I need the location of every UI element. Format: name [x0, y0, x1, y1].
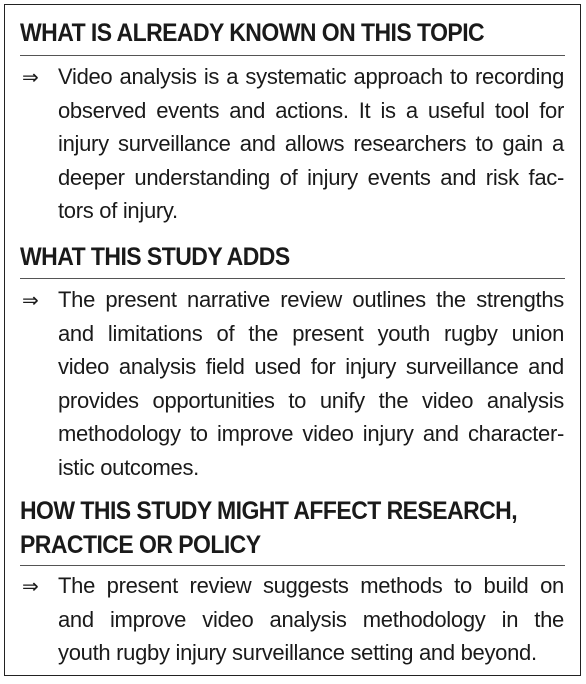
text-line: video analysis field used for injury surveillance and	[58, 354, 564, 379]
section-heading-affect-line1: HOW THIS STUDY MIGHT AFFECT RESEARCH,	[20, 497, 518, 525]
text-line: observed events and actions. It is a useful tool for	[58, 97, 564, 123]
section-divider	[20, 565, 565, 566]
arrow-icon: ⇒	[22, 574, 39, 598]
arrow-icon: ⇒	[22, 288, 39, 312]
text-line: deeper understanding of injury events and risk fac-	[58, 164, 564, 190]
section-heading-known: WHAT IS ALREADY KNOWN ON THIS TOPIC	[20, 19, 485, 47]
text-line: injury surveillance and allows researchers to gain a	[58, 131, 564, 156]
section-heading-affect-line2: PRACTICE OR POLICY	[20, 531, 261, 559]
section-heading-adds: WHAT THIS STUDY ADDS	[20, 243, 290, 271]
section-divider	[20, 55, 565, 56]
section-text-affect	[58, 569, 564, 670]
text-line: and limitations of the present youth rugby union	[58, 320, 564, 346]
text-line: istic outcomes.	[58, 454, 199, 480]
arrow-icon: ⇒	[22, 65, 39, 89]
text-line: tors of injury.	[58, 198, 178, 223]
text-line: The present review suggests methods to build on	[58, 573, 564, 598]
section-text-adds	[58, 283, 564, 484]
section-divider	[20, 278, 565, 279]
text-line: Video analysis is a systematic approach to recording	[58, 64, 564, 89]
text-line: The present narrative review outlines the strengths	[58, 287, 564, 312]
text-line: methodology to improve video injury and character-	[58, 421, 564, 446]
text-line: provides opportunities to unify the video analysis	[58, 387, 564, 413]
section-text-known	[58, 60, 564, 228]
text-line: youth rugby injury surveillance setting and beyond.	[58, 640, 537, 665]
text-line: and improve video analysis methodology in the	[58, 606, 564, 632]
